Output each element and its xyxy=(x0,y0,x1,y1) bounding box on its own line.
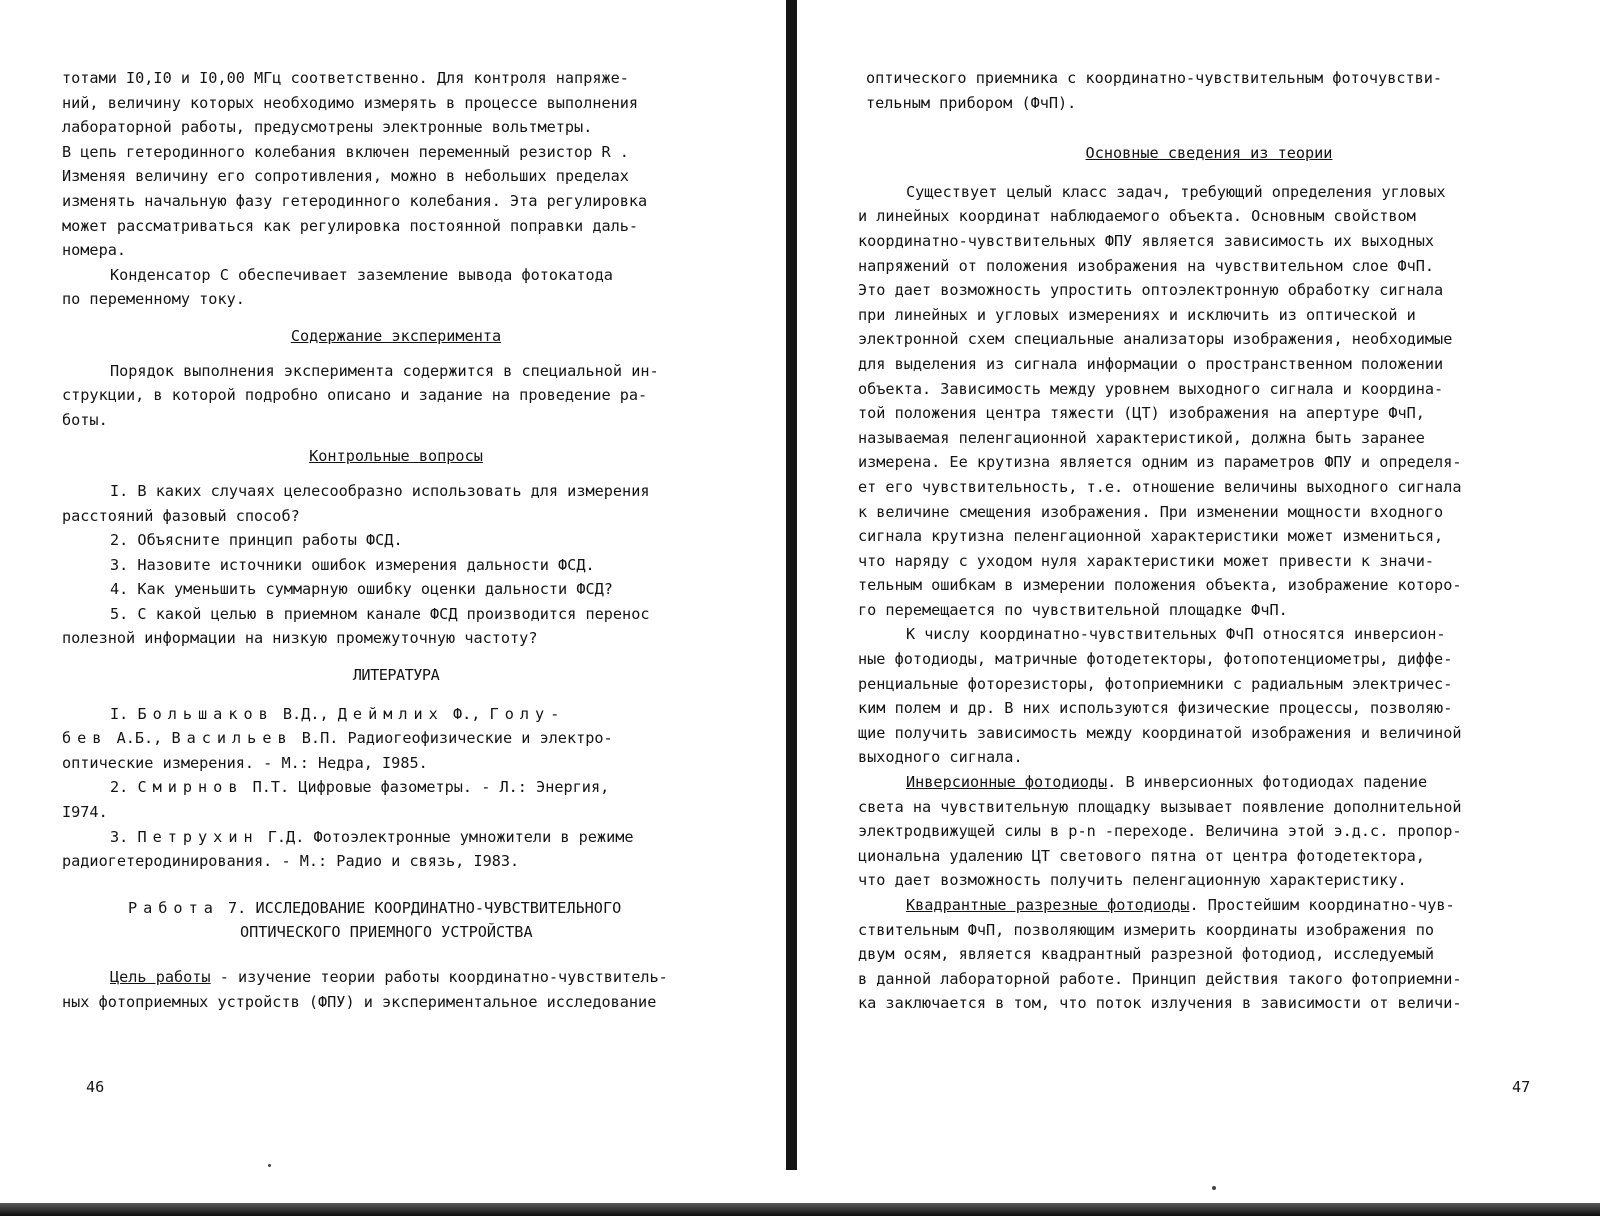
inversion-paragraph: Инверсионные фотодиоды. В инверсионных фотодиодах падение света на чувствительную площадку вызывает появление дополнительной электродвижущей силы в p-n -переходе. Величина этой э.д.с. пропор- циональна удалению ЦТ светового пятна от центра фотодетектора, что дает возможность получить пеленгационную характеристику. xyxy=(858,770,1560,893)
text-line: ренциальные фоторезисторы, фотоприемники с радиальным электричес- xyxy=(858,674,1453,693)
types-paragraph xyxy=(858,622,1560,770)
work-label: Работа xyxy=(128,898,219,917)
goal-label: Цель работы xyxy=(110,968,211,986)
text-line: ные фотодиоды, матричные фотодетекторы, фотопотенциометры, диффе- xyxy=(858,650,1453,669)
text-line: Изменяя величину его сопротивления, можно в небольших пределах xyxy=(62,167,629,186)
text-line: К числу координатно-чувствительных ФчП относятся инверсион- xyxy=(906,625,1446,644)
text-line: что дает возможность получить пеленгационную характеристику. xyxy=(858,871,1407,890)
text-line: ных фотоприемных устройств (ФПУ) и экспериментальное исследование xyxy=(62,992,657,1011)
page-number-right: 47 xyxy=(1512,1078,1531,1096)
text-line: для выделения из сигнала информации о пространственном положении xyxy=(858,354,1444,373)
theory-paragraph xyxy=(858,180,1560,623)
text-line: ка заключается в том, что поток излучения в зависимости от величи- xyxy=(858,994,1462,1013)
text-line: В цепь гетеродинного колебания включен переменный резистор R . xyxy=(62,142,629,161)
text-line: может рассматриваться как регулировка постоянной поправки даль- xyxy=(62,216,639,235)
reference-continuation: оптические измерения. - М.: Недра, I985. xyxy=(62,753,428,772)
work-title-line2: ОПТИЧЕСКОГО ПРИЕМНОГО УСТРОЙСТВА xyxy=(240,923,533,942)
list-item: I. В каких случаях целесообразно использовать для измерения xyxy=(110,481,650,500)
list-item: 4. Как уменьшить суммарную ошибку оценки дальности ФСД? xyxy=(110,580,613,599)
text-line: что наряду с уходом нуля характеристики может привести к значи- xyxy=(858,551,1435,570)
literature-list xyxy=(62,702,730,874)
text-line: в данной лабораторной работе. Принцип действия такого фотоприемни- xyxy=(858,969,1462,988)
text-line: оптического приемника с координатно-чувствительным фоточувстви- xyxy=(866,69,1443,87)
section-heading-theory: Основные сведения из теории xyxy=(1085,144,1333,163)
text-line: выходного сигнала. xyxy=(858,748,1023,767)
text-line: электронной схем специальные анализаторы изображения, необходимые xyxy=(858,330,1453,349)
goal-line: Цель работы - изучение теории работы координатно-чувствитель- xyxy=(110,968,668,986)
text-line: тельным прибором (ФчП). xyxy=(866,93,1077,112)
section-heading-questions: Контрольные вопросы xyxy=(309,447,483,466)
text-line: ний, величину которых необходимо измерять в процессе выполнения xyxy=(62,93,639,112)
text-line: циональна удалению ЦТ светового пятна от центра фотодетектора, xyxy=(858,846,1425,865)
text-line: струкции, в которой подробно описано и задание на проведение ра- xyxy=(62,386,648,405)
list-item: 3. Назовите источники ошибок измерения дальности ФСД. xyxy=(110,555,595,574)
text-line: тельным ошибкам в измерении положения объекта, изображение которо- xyxy=(858,576,1462,595)
scan-speck xyxy=(268,1164,271,1167)
text-line: изменять начальную фазу гетеродинного колебания. Эта регулировка xyxy=(62,191,648,210)
work-title xyxy=(62,896,730,945)
work-title-line1: ИССЛЕДОВАНИЕ КООРДИНАТНО-ЧУВСТВИТЕЛЬНОГО xyxy=(255,898,622,917)
list-item: 5. С какой целью в приемном канале ФСД производится перенос xyxy=(110,604,650,623)
text-line: света на чувствительную площадку вызывает появление дополнительной xyxy=(858,797,1462,816)
reference-continuation: I974. xyxy=(62,803,108,822)
text-line: тотами I0,I0 и I0,00 МГц соответственно. Для контроля напряже- xyxy=(62,69,629,87)
right-page xyxy=(800,0,1600,1216)
text-line: ет его чувствительность, т.е. отношение величины выходного сигнала xyxy=(858,477,1462,496)
text-line: двум осям, является квадрантный разрезной фотодиод, исследуемый xyxy=(858,945,1435,964)
text-line: по переменному току. xyxy=(62,290,245,309)
reference-continuation: бев А.Б., Васильев В.П. Радиогеофизические и электро- xyxy=(62,729,613,748)
work-number: 7. xyxy=(228,898,247,917)
reference-item: I. Большаков В.Д., Деймлих Ф., Голу- xyxy=(110,704,566,723)
text-line: Порядок выполнения эксперимента содержится в специальной ин- xyxy=(110,361,659,380)
text-line: номера. xyxy=(62,241,127,260)
text-line: объекта. Зависимость между уровнем выходного сигнала и координа- xyxy=(858,379,1444,398)
text-line: Конденсатор С обеспечивает заземление вывода фотокатода xyxy=(110,265,613,284)
reference-item: 3. Петрухин Г.Д. Фотоэлектронные умножители в режиме xyxy=(110,827,634,846)
scan-speck xyxy=(1212,1186,1216,1190)
text-line: к величине смещения изображения. При изменении мощности входного xyxy=(858,502,1444,521)
scan-bottom-edge xyxy=(0,1203,1600,1216)
reference-item: 2. Смирнов П.Т. Цифровые фазометры. - Л.: Энергия, xyxy=(110,778,610,797)
quadrant-paragraph: Квадрантные разрезные фотодиоды. Простейшим координатно-чув- ствительным ФчП, позволяющим измерить координаты изображения по двум осям, является квадрантный разрезной фотодиод, исследуемый в данной лабораторной работе. Принцип действия такого фотоприемни- ка заключается в том, что поток излучения в зависимости от величи- xyxy=(858,893,1560,1016)
text-line: измерена. Ее крутизна является одним из параметров ФПУ и определя- xyxy=(858,453,1462,472)
text-line: ствительным ФчП, позволяющим измерить координаты изображения по xyxy=(858,920,1435,939)
inversion-term: Инверсионные фотодиоды xyxy=(906,773,1108,792)
text-line: щие получить зависимость между координатой изображения и величиной xyxy=(858,723,1462,742)
text-line: Существует целый класс задач, требующий определения угловых xyxy=(906,182,1446,201)
left-intro xyxy=(62,66,730,312)
quadrant-term: Квадрантные разрезные фотодиоды xyxy=(906,896,1190,914)
text-line: лабораторной работы, предусмотрены электронные вольтметры. xyxy=(62,118,593,137)
text-line: го перемещается по чувствительной площадке ФчП. xyxy=(858,600,1288,619)
list-item-continuation: полезной информации на низкую промежуточную частоту? xyxy=(62,629,538,648)
text-line: боты. xyxy=(62,410,108,429)
literature-heading: ЛИТЕРАТУРА xyxy=(352,666,440,685)
text-line: координатно-чувствительных ФПУ является зависимость их выходных xyxy=(858,231,1435,250)
text-line: той положения центра тяжести (ЦТ) изображения на апертуре ФчП, xyxy=(858,404,1425,423)
list-item: 2. Объясните принцип работы ФСД. xyxy=(110,531,403,550)
text-line: электродвижущей силы в p-n -переходе. Величина этой э.д.с. пропор- xyxy=(858,822,1462,841)
section-heading-experiment: Содержание эксперимента xyxy=(290,326,502,345)
text-line: при линейных и угловых измерениях и исключить из оптической и xyxy=(858,305,1416,324)
questions-list xyxy=(62,479,730,651)
text-line: называемая пеленгационной характеристикой, должна быть заранее xyxy=(858,428,1425,447)
page-number-left: 46 xyxy=(86,1078,105,1096)
text-line: и линейных координат наблюдаемого объекта. Основным свойством xyxy=(858,207,1416,226)
left-page xyxy=(0,0,780,1216)
reference-continuation: радиогетеродинирования. - М.: Радио и связь, I983. xyxy=(62,852,520,871)
list-item-continuation: расстояний фазовый способ? xyxy=(62,506,300,525)
text-line: Это дает возможность упростить оптоэлектронную обработку сигнала xyxy=(858,281,1444,300)
text-line: сигнала крутизна пеленгационной характеристики может измениться, xyxy=(858,527,1444,546)
text-line: напряжений от положения изображения на чувствительном слое ФчП. xyxy=(858,256,1435,275)
text-line: ким полем и др. В них используются физические процессы, позволяю- xyxy=(858,699,1453,718)
book-spine xyxy=(786,0,797,1170)
